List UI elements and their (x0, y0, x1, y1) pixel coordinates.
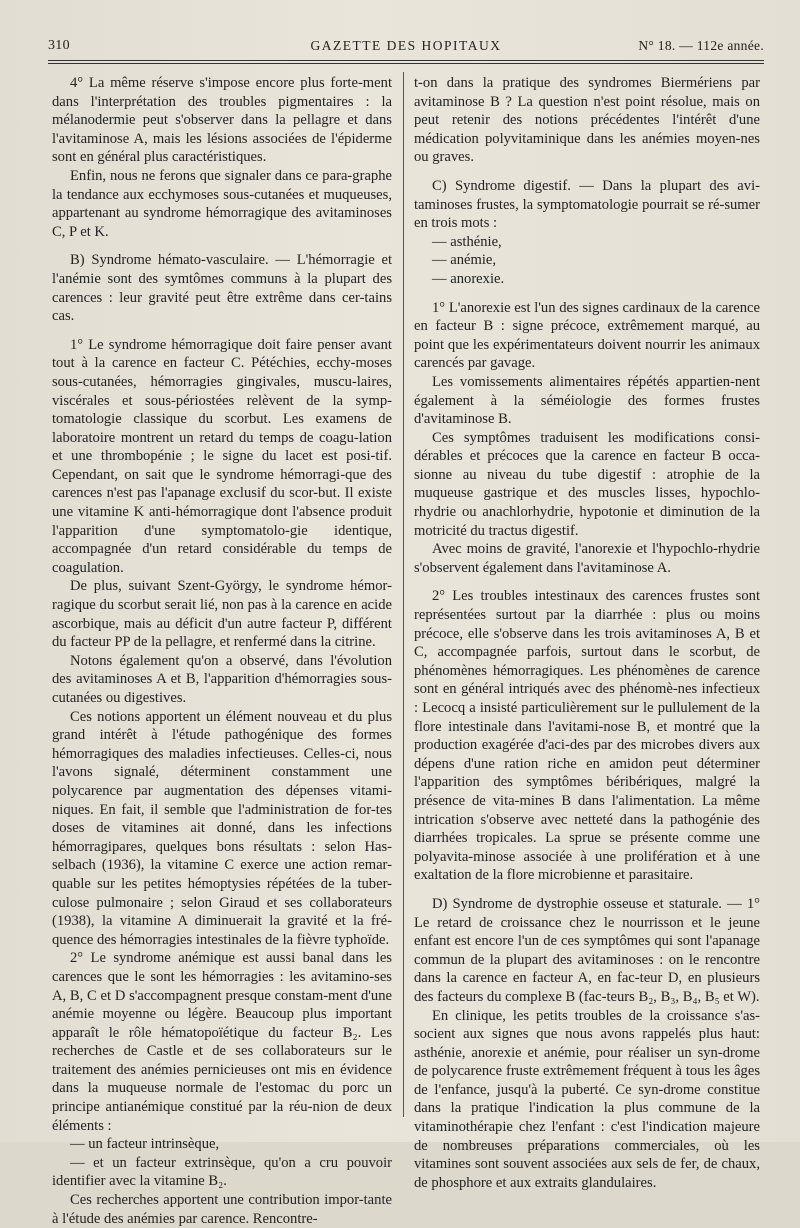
header-rule-thin (48, 63, 764, 64)
paragraph: 4° La même réserve s'impose encore plus forte-ment dans l'interprétation des troubles pigmentaires : la mélanodermie peut s'observer dans la pellagre et dans l'avitaminose A, mais les lésions associées de l'épiderme sont en général plus caractéristiques. (52, 75, 392, 166)
running-header (48, 34, 764, 58)
header-rule (48, 60, 764, 61)
paragraph: Notons également qu'on a observé, dans l'évolution des avitaminoses A et B, l'apparition d'hémorragies sous-cutanées ou digestives. (52, 652, 392, 706)
paragraph: Ces notions apportent un élément nouveau et du plus grand intérêt à l'étude pathogénique des formes hémorragiques des maladies infectieuses. Celles-ci, nous l'avons signalé, déterminent constamment une polycarence par augmentation des dépenses vitami-niques. En fait, il semble que l'administration de for-tes doses de vitamines ait donné, dans les infections hémorragipares, quelques bons résultats : selon Has-selbach (1936), la vitamine C exerce une action remar-quable sur les petites hémoptysies répétées de la tuber-culose pulmonaire ; selon Giraud et ses collaborateurs (1938), la vitamine A diminuerait la gravité et la fré-quence des hémorragies intestinales de la fièvre typhoïde. (52, 708, 392, 948)
paragraph: Ces symptômes traduisent les modifications consi-dérables et précoces que la carence en facteur B occa-sionne au niveau du tube digestif : atrophie de la muqueuse gastrique et des muscles lisses, hypochlo-rhydrie ou anachlorhydrie, hypotonie et diminution de la motricité du tractus digestif. (414, 429, 760, 539)
section-d-heading-paragraph: D) Syndrome de dystrophie osseuse et staturale. — 1° Le retard de croissance chez le nourrisson et le jeune enfant est encore l'un de ces symptômes qui sont l'apanage commun de la plupart des avitaminoses : on le rencontre dans la carence en facteur A, en fac-teur D, en plusieurs des facteurs du complexe B (fac-teurs B₂, B₃, B₄, B₅ et W). (414, 895, 760, 1005)
paragraph: 2° Le syndrome anémique est aussi banal dans les carences que le sont les hémorragies : les avitamino-ses A, B, C et D s'accompagnent presque constam-ment d'une anémie moyenne ou légère. Beaucoup plus important apparaît le rôle hématopoïétique du facteur B₂. Les recherches de Castle et de ses collaborateurs sur le traitement des anémies pernicieuses ont mis en évidence dans la muqueuse normale de l'estomac du porc un principe antianémique constitué par la réu-nion de deux éléments : (52, 950, 392, 1134)
paragraph: 2° Les troubles intestinaux des carences frustes sont représentées surtout par la diarrhée : plus ou moins précoce, elle s'observe dans les trois avitaminoses A, B et C, accompagnée parfois, surtout dans le scorbut, de phénomènes hémorragiques. Les phénomènes de carence sont en général intriqués avec des phénomè-nes infectieux : Lecocq a insisté particulièrement sur le pullulement de la flore intestinale dans l'avitami-nose B, et montré que la production exagérée d'aci-des par des microbes divers aux dépens d'une ration riche en amidon peut déterminer l'apparition des symptômes béribériques, malgré la présence de vita-mines B dans l'alimentation. La même intrication s'observe avec netteté dans la pathogénie des diarrhées tropicales. La sprue se présente comme une polyavita-minose associée à une prolifération et à une exaltation de la flore microbienne et parasitaire. (414, 588, 760, 884)
paragraph: Ces recherches apportent une contribution impor-tante à l'étude des anémies par carence. Rencontre- (52, 1192, 392, 1227)
paragraph: Enfin, nous ne ferons que signaler dans ce para-graphe la tendance aux ecchymoses sous-cutanées et muqueuses, appartenant au syndrome hémorragique des avitaminoses C, P et K. (52, 167, 392, 240)
section-c-heading-paragraph: C) Syndrome digestif. — Dans la plupart des avi-taminoses frustes, la symptomatologie pourrait se ré-sumer en trois mots : (414, 177, 760, 232)
paragraph: Les vomissements alimentaires répétés appartien-nent également à la séméiologie des formes frustes d'avitaminose B. (414, 373, 760, 428)
right-column (414, 74, 760, 1192)
column-divider (403, 72, 404, 1117)
list-item: — et un facteur extrinsèque, qu'on a cru pouvoir identifier avec la vitamine B₂. (52, 1154, 392, 1190)
issue-label: N° 18. — 112e année. (638, 38, 764, 53)
list-item: — asthénie, (432, 233, 502, 250)
list-item: — anorexie. (432, 270, 505, 287)
section-b-heading-paragraph: B) Syndrome hémato-vasculaire. — L'hémorragie et l'anémie sont des symtômes communs à la plupart des carences : leur gravité peut être extrême dans cer-tains cas. (52, 252, 392, 325)
page-number: 310 (48, 38, 70, 53)
list-item: — anémie, (432, 252, 497, 269)
paragraph: 1° Le syndrome hémorragique doit faire penser avant tout à la carence en facteur C. Pétéchies, ecchy-moses sous-cutanées, hémorragies gingivales, muscu-laires, viscérales et sous-périostées relèvent de la symp-tomatologie classique du scorbut. Les examens de laboratoire montrent un retard du temps de coagu-lation et une thrombopénie ; le signe du lacet est posi-tif. Cependant, on sait que le syndrome hémorragi-que des carences n'est pas l'apanage exclusif du scor-but. Il existe une vitamine K anti-hémorragique dont l'absence produit l'apparition d'une symptomatolo-gie identique, accompagnée d'un retard considérable du temps de coagulation. (52, 336, 392, 576)
list-item: — un facteur intrinsèque, (70, 1136, 220, 1153)
left-column (52, 74, 392, 1228)
paragraph: t-on dans la pratique des syndromes Biermériens par avitaminose B ? La question n'est point résolue, mais on peut retenir des notions précédentes l'intérêt d'une médication polyvitaminique dans les anémies moyen-nes ou graves. (414, 75, 760, 166)
paragraph: Avec moins de gravité, l'anorexie et l'hypochlo-rhydrie s'observent également dans l'avitaminose A. (414, 541, 760, 576)
paragraph: De plus, suivant Szent-György, le syndrome hémor-ragique du scorbut serait lié, non pas à la carence en acide ascorbique, mais au déficit d'un autre facteur P, différent du facteur PP de la pellagre, et renfermé dans la citrine. (52, 578, 392, 651)
paragraph: En clinique, les petits troubles de la croissance s'as-socient aux signes que nous avons rappelés plus haut: asthénie, anorexie et anémie, pour réaliser un syn-drome de polycarence fruste extrêmement fréquent à tous les âges de l'enfance, jusqu'à la puberté. Ce syn-drome constitue dans la pratique l'indication la plus commune de la vitaminothérapie chez l'enfant : c'est l'indication majeure de nombreuses préparations commerciales, où les vitamines sont souvent associées aux sels de fer, de chaux, de phosphore et aux extraits glandulaires. (414, 1007, 760, 1191)
journal-title: GAZETTE DES HOPITAUX (310, 38, 502, 53)
paragraph: 1° L'anorexie est l'un des signes cardinaux de la carence en facteur B : signe précoce, extrêmement marqué, au point que les expérimentateurs doivent nourrir les animaux carencés par gavage. (414, 299, 760, 372)
